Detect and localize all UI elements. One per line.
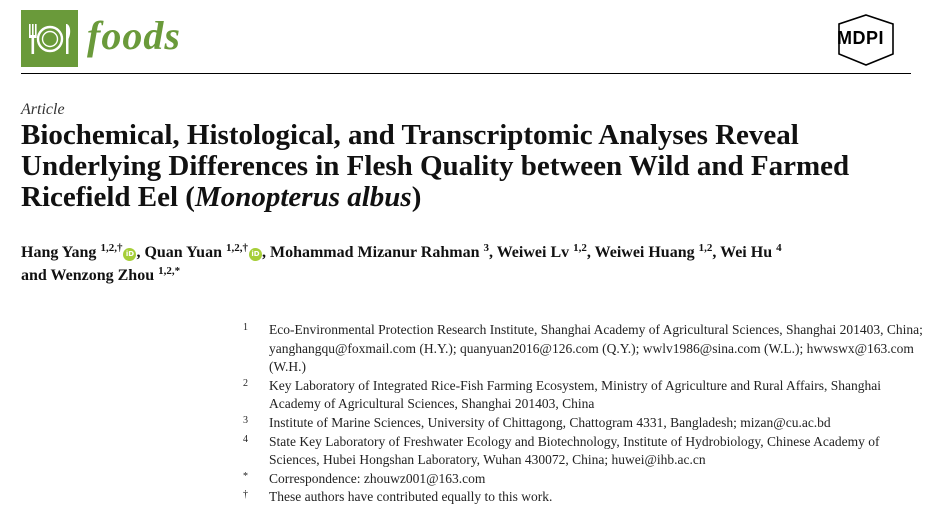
affiliation-item: [240, 377, 930, 414]
journal-logo[interactable]: [21, 10, 78, 67]
correspondence-text: Correspondence: zhouwz001@163.com: [269, 470, 486, 486]
author[interactable]: Wenzong Zhou $^{1,2,*}$: [50, 265, 181, 284]
title-main: Biochemical, Histological, and Transcriptomic Analyses Reveal Underlying Differences in Flesh Quality between Wild and Farmed Ricefield Eel (: [21, 119, 850, 213]
title-species: Monopterus albus: [194, 181, 412, 213]
equal-contribution-note: [240, 488, 930, 507]
publisher-logo[interactable]: [833, 14, 911, 66]
affiliation-marker: 2: [243, 377, 248, 389]
affiliation-text: Eco-Environmental Protection Research Institute, Shanghai Academy of Agricultural Sciences, Shanghai 201403, China; yanghangqu@foxmail.com (H.Y.); quanyuan2016@126.com (Q.Y.); wwlv1986@sina.com (W.L.); hwwswx@163.com (W.H.): [269, 322, 923, 375]
header-rule: [21, 73, 911, 74]
affiliation-text: State Key Laboratory of Freshwater Ecology and Biotechnology, Institute of Hydrobiology, Chinese Academy of Sciences, Hubei Hongshan Laboratory, Wuhan 430072, China; huwei@ihb.ac.cn: [269, 433, 880, 468]
affiliation-item: [240, 433, 930, 470]
plate-fork-knife-icon: [21, 10, 78, 67]
author[interactable]: Hang Yang $^{1,2,\dagger}$ iD: [21, 244, 136, 261]
author[interactable]: Quan Yuan $^{1,2,\dagger}$ iD: [144, 244, 262, 261]
orcid-icon[interactable]: iD: [123, 248, 136, 261]
article-title: [21, 120, 921, 213]
publisher-name: MDPI: [837, 28, 884, 48]
journal-header: [21, 10, 911, 72]
affiliation-text: Key Laboratory of Integrated Rice-Fish Farming Ecosystem, Ministry of Agriculture and Rural Affairs, Shanghai Academy of Agricultural Sciences, Shanghai 201403, China: [269, 377, 881, 412]
affiliation-text: Institute of Marine Sciences, University of Chittagong, Chattogram 4331, Bangladesh; mizan@cu.ac.bd: [269, 414, 831, 430]
affiliation-marker: 3: [243, 414, 248, 426]
title-close: ): [411, 181, 422, 213]
author[interactable]: Mohammad Mizanur Rahman $^3$: [269, 242, 489, 261]
affiliation-item: [240, 321, 930, 377]
affiliation-marker: 4: [243, 433, 248, 445]
correspondence-marker: *: [243, 470, 248, 482]
affiliation-item: [240, 414, 930, 433]
author[interactable]: Weiwei Lv $^{1,2}$: [496, 242, 587, 261]
article-type: Article: [21, 101, 65, 118]
journal-name[interactable]: foods: [87, 13, 181, 58]
orcid-icon[interactable]: iD: [249, 248, 262, 261]
affiliation-marker: 1: [243, 322, 248, 333]
correspondence-item: [240, 470, 930, 489]
affiliations: [240, 321, 930, 507]
equal-contribution-marker: †: [243, 489, 248, 501]
author-list: Hang Yang $^{1,2,\dagger}$ iD , Quan Yuan $^{1,2,\dagger}$ iD , Mohammad Mizanur Rahman $^3$, Weiwei Lv $^{1,2}$, Weiwei Huang $^{1,2}$, Wei Hu $^4$ and Wenzong Zhou $^{1,2,*}$: [21, 242, 782, 284]
author[interactable]: Wei Hu $^4$: [720, 242, 782, 261]
author[interactable]: Weiwei Huang $^{1,2}$: [594, 242, 713, 261]
equal-contribution-text: These authors have contributed equally to this work.: [269, 489, 553, 505]
